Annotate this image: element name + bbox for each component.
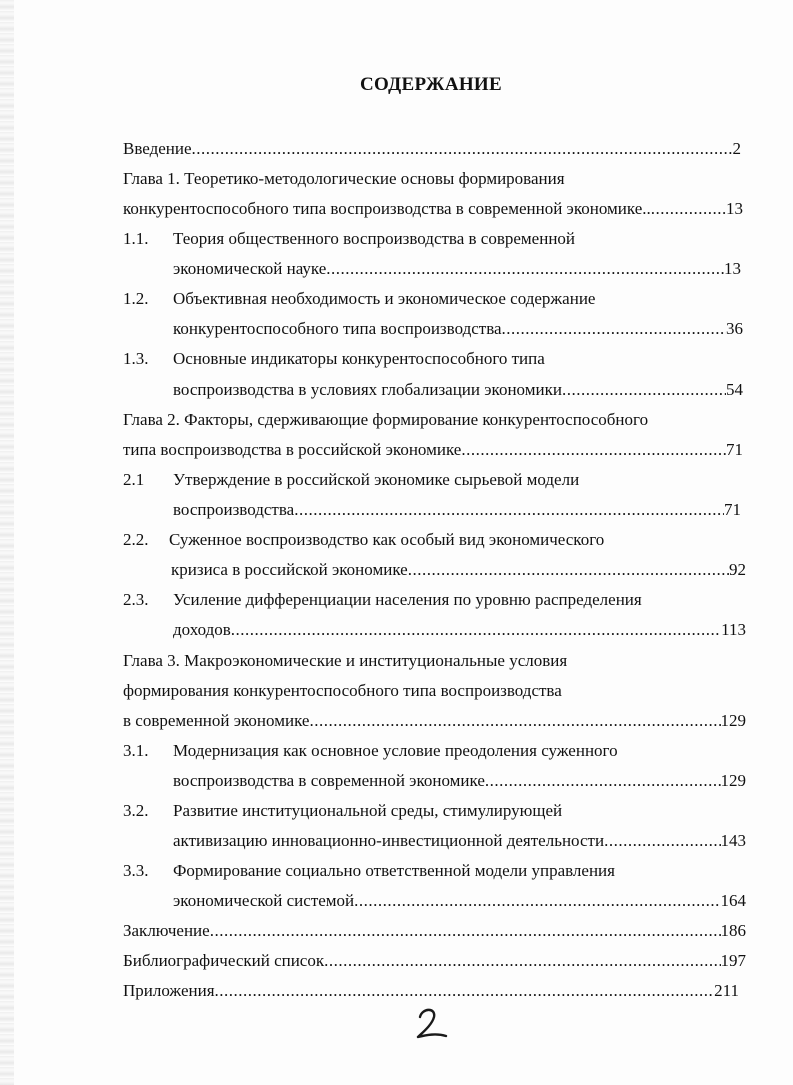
toc-page-number: 54 <box>726 380 743 399</box>
toc-section-2-3[interactable] <box>173 619 746 641</box>
dot-leader <box>294 499 724 521</box>
toc-chapter-1-line1[interactable]: Глава 1. Теоретико-методологические основы формирования <box>123 169 565 188</box>
toc-section-number: 3.3. <box>123 861 149 880</box>
toc-page-number: 71 <box>724 500 741 519</box>
dot-leader <box>324 950 720 972</box>
toc-chapter-1[interactable] <box>123 198 743 220</box>
toc-entry-text: кризиса в российской экономике <box>171 560 408 579</box>
toc-section-number: 1.1. <box>123 229 149 248</box>
dot-leader <box>231 619 721 641</box>
toc-section-3-2[interactable] <box>173 830 746 852</box>
toc-entry-text: Утверждение в российской экономике сырьевой модели <box>173 470 580 489</box>
dot-leader <box>354 890 720 912</box>
toc-entry-intro[interactable] <box>123 138 741 160</box>
toc-section-3-1[interactable] <box>173 770 746 792</box>
toc-section-3-3[interactable] <box>173 890 746 912</box>
toc-section-1-3-line1[interactable] <box>123 348 545 370</box>
toc-section-number: 3.2. <box>123 801 149 820</box>
toc-page-number: 36 <box>726 319 743 338</box>
toc-section-3-2-line1[interactable] <box>123 800 562 822</box>
toc-entry-text: Объективная необходимость и экономическое содержание <box>173 289 596 308</box>
toc-section-2-2[interactable] <box>171 559 746 581</box>
toc-entry-text: Введение <box>123 139 192 158</box>
toc-chapter-3-line2[interactable]: формирования конкурентоспособного типа воспроизводства <box>123 681 562 700</box>
dot-leader <box>210 920 721 942</box>
toc-entry-text: Суженное воспроизводство как особый вид экономического <box>169 530 605 549</box>
toc-entry-text: конкурентоспособного типа воспроизводства в современной экономике.. <box>123 199 651 218</box>
toc-chapter-3-line1[interactable]: Глава 3. Макроэкономические и институциональные условия <box>123 651 568 670</box>
toc-page-number: 143 <box>720 831 746 850</box>
toc-entry-text: Развитие институциональной среды, стимулирующей <box>173 801 563 820</box>
toc-section-number: 3.1. <box>123 741 149 760</box>
dot-leader <box>215 980 715 1002</box>
toc-entry-conclusion[interactable] <box>123 920 746 942</box>
toc-entry-text: типа воспроизводства в российской экономике <box>123 440 462 459</box>
toc-entry-text: Приложения <box>123 981 215 1000</box>
toc-page-number: 129 <box>720 711 746 730</box>
toc-entry-text: Заключение <box>123 921 210 940</box>
toc-entry-text: в современной экономике <box>123 711 310 730</box>
toc-entry-text: Основные индикаторы конкурентоспособного типа <box>173 349 545 368</box>
dot-leader <box>326 258 724 280</box>
toc-page-number: 92 <box>729 560 746 579</box>
toc-section-2-3-line1[interactable] <box>123 589 642 611</box>
toc-section-1-2-line1[interactable] <box>123 288 595 310</box>
toc-page-number: 186 <box>720 921 746 940</box>
toc-section-number: 1.3. <box>123 349 149 368</box>
toc-entry-appendix[interactable] <box>123 980 739 1002</box>
dot-leader <box>604 830 720 852</box>
toc-entry-text: активизацию инновационно-инвестиционной деятельности <box>173 831 605 850</box>
toc-page-number: 211 <box>714 981 739 1000</box>
dot-leader <box>502 318 726 340</box>
dot-leader <box>485 770 721 792</box>
toc-section-number: 2.1 <box>123 470 145 489</box>
toc-entry-text: конкурентоспособного типа воспроизводства <box>173 319 502 338</box>
dot-leader <box>562 379 726 401</box>
toc-section-1-2[interactable] <box>173 318 743 340</box>
scan-edge-shadow <box>0 0 14 1085</box>
dot-leader <box>408 559 729 581</box>
toc-entry-text: воспроизводства в условиях глобализации экономики <box>173 380 562 399</box>
toc-entry-text: доходов <box>173 620 231 639</box>
toc-entry-text: Теория общественного воспроизводства в современной <box>173 229 576 248</box>
toc-entry-text: воспроизводства <box>173 500 295 519</box>
toc-page-number: 164 <box>720 891 746 910</box>
toc-chapter-2[interactable] <box>123 439 743 461</box>
dot-leader <box>309 710 720 732</box>
toc-section-number: 1.2. <box>123 289 149 308</box>
toc-chapter-2-line1[interactable]: Глава 2. Факторы, сдерживающие формирование конкурентоспособного <box>123 410 649 429</box>
toc-entry-text: Библиографический список <box>123 951 325 970</box>
toc-section-3-1-line1[interactable] <box>123 740 618 762</box>
toc-entry-text: экономической науке <box>173 259 327 278</box>
toc-page-number: 129 <box>720 771 746 790</box>
toc-entry-text: воспроизводства в современной экономике <box>173 771 485 790</box>
toc-page-number: 13 <box>724 259 741 278</box>
toc-entry-text: Модернизация как основное условие преодоления суженного <box>173 741 618 760</box>
toc-section-1-3[interactable] <box>173 379 743 401</box>
toc-page-number: 2 <box>732 139 741 158</box>
toc-section-number: 2.3. <box>123 590 149 609</box>
toc-section-3-3-line1[interactable] <box>123 860 615 882</box>
toc-page-number: 197 <box>720 951 746 970</box>
toc-entry-text: Усиление дифференциации населения по уровню распределения <box>173 590 642 609</box>
dot-leader <box>651 198 726 220</box>
toc-page-number: 71 <box>726 440 743 459</box>
toc-page-number: 13 <box>726 199 743 218</box>
toc-entry-text: Формирование социально ответственной модели управления <box>173 861 615 880</box>
toc-page-number: 113 <box>721 620 746 639</box>
toc-section-number: 2.2. <box>123 530 149 549</box>
toc-chapter-3[interactable] <box>123 710 746 732</box>
dot-leader <box>192 138 733 160</box>
toc-section-2-1[interactable] <box>173 499 741 521</box>
page-title: СОДЕРЖАНИЕ <box>360 74 502 95</box>
toc-section-2-2-line1[interactable] <box>123 529 604 551</box>
toc-section-1-1-line1[interactable] <box>123 228 575 250</box>
dot-leader <box>461 439 726 461</box>
toc-section-2-1-line1[interactable] <box>123 469 579 491</box>
handwritten-page-number <box>412 1005 452 1041</box>
toc-section-1-1[interactable] <box>173 258 741 280</box>
toc-entry-text: экономической системой <box>173 891 355 910</box>
toc-entry-bibliography[interactable] <box>123 950 746 972</box>
